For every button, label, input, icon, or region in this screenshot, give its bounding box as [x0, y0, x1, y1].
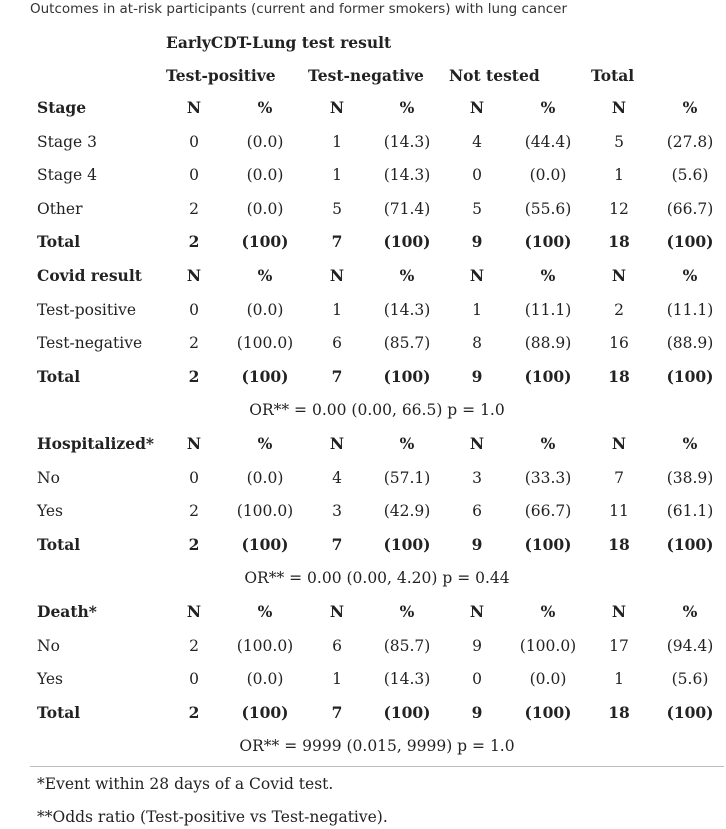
table-cell: 2: [189, 636, 199, 655]
table-caption: Outcomes in at-risk participants (current and former smokers) with lung cancer: [30, 1, 568, 17]
table-cell: (100): [666, 366, 714, 386]
table-cell: 1: [332, 300, 342, 319]
table-cell: 9: [471, 366, 483, 386]
col-group-not-tested: Not tested: [449, 66, 540, 85]
table-row: [0, 463, 726, 493]
table-cell: %: [399, 98, 415, 117]
row-label: No: [37, 636, 60, 655]
row-label: Stage: [37, 98, 87, 117]
table-cell: (88.9): [666, 334, 714, 353]
table-cell: (100.0): [519, 636, 577, 655]
table-cell: 0: [189, 468, 199, 487]
table-cell: (55.6): [524, 199, 572, 218]
table-cell: 2: [614, 300, 624, 319]
table-cell: (0.0): [246, 199, 284, 218]
table-cell: (66.7): [524, 502, 572, 521]
table-cell: (0.0): [246, 670, 284, 689]
table-cell: %: [257, 602, 273, 621]
table-cell: (100.0): [236, 502, 294, 521]
table-row: [0, 631, 726, 661]
table-cell: 11: [609, 502, 629, 521]
table-row: [0, 160, 726, 190]
section-header-death: [0, 597, 726, 627]
table-cell: 4: [472, 132, 482, 151]
table-cell: 0: [189, 166, 199, 185]
table-cell: 1: [472, 300, 482, 319]
odds-ratio-text: OR** = 0.00 (0.00, 66.5) p = 1.0: [249, 401, 505, 420]
table-cell: N: [469, 98, 485, 117]
table-cell: 16: [609, 334, 629, 353]
table-cell: (14.3): [383, 670, 431, 689]
table-cell: (0.0): [529, 670, 567, 689]
table-cell: (5.6): [671, 670, 709, 689]
table-cell: N: [469, 266, 485, 285]
table-cell: 2: [189, 199, 199, 218]
odds-ratio-line: [0, 731, 726, 761]
row-label: Death*: [37, 602, 97, 621]
row-label: Stage 4: [37, 166, 97, 185]
table-cell: 17: [609, 636, 629, 655]
table-cell: 9: [471, 534, 483, 554]
table-cell: 2: [188, 366, 200, 386]
table-cell: N: [469, 602, 485, 621]
table-cell: 0: [472, 166, 482, 185]
table-cell: (11.1): [524, 300, 572, 319]
table-cell: (100): [524, 534, 572, 554]
table-cell: (85.7): [383, 334, 431, 353]
table-cell: %: [399, 266, 415, 285]
table-cell: (66.7): [666, 199, 714, 218]
table-cell: (100.0): [236, 636, 294, 655]
total-row: [0, 362, 726, 392]
table-cell: (14.3): [383, 132, 431, 151]
table-cell: (100): [241, 534, 289, 554]
table-cell: N: [469, 434, 485, 453]
table-cell: (27.8): [666, 132, 714, 151]
table-cell: 2: [189, 502, 199, 521]
table-cell: %: [540, 266, 556, 285]
table-cell: 4: [332, 468, 342, 487]
table-cell: 7: [331, 534, 343, 554]
table-cell: (94.4): [666, 636, 714, 655]
table-cell: %: [540, 434, 556, 453]
table-cell: (61.1): [666, 502, 714, 521]
col-group-test-positive: Test-positive: [166, 66, 276, 85]
table-cell: %: [257, 98, 273, 117]
row-label: Yes: [37, 670, 64, 689]
table-cell: 7: [614, 468, 624, 487]
table-cell: N: [186, 266, 202, 285]
row-label: Total: [37, 232, 81, 252]
table-cell: (100): [383, 534, 431, 554]
row-label: Test-positive: [37, 300, 137, 319]
table-cell: 2: [188, 232, 200, 252]
table-cell: (100): [241, 366, 289, 386]
table-cell: (100.0): [236, 334, 294, 353]
table-cell: (33.3): [524, 468, 572, 487]
row-label: Total: [37, 702, 81, 722]
table-cell: 2: [189, 334, 199, 353]
table-cell: (44.4): [524, 132, 572, 151]
table-cell: (100): [241, 702, 289, 722]
table-cell: 3: [472, 468, 482, 487]
table-cell: (0.0): [246, 132, 284, 151]
total-row: [0, 530, 726, 560]
table-cell: (0.0): [246, 166, 284, 185]
table-cell: N: [186, 434, 202, 453]
table-cell: N: [186, 602, 202, 621]
table-cell: 0: [189, 132, 199, 151]
table-cell: 1: [332, 670, 342, 689]
table-cell: N: [329, 266, 345, 285]
table-cell: N: [611, 434, 627, 453]
table-cell: (0.0): [529, 166, 567, 185]
table-cell: 6: [332, 636, 342, 655]
table-cell: 8: [472, 334, 482, 353]
footnote-event: *Event within 28 days of a Covid test.: [37, 775, 334, 793]
row-label: Stage 3: [37, 132, 97, 151]
table-cell: (0.0): [246, 300, 284, 319]
odds-ratio-text: OR** = 0.00 (0.00, 4.20) p = 0.44: [244, 569, 510, 588]
table-cell: 0: [472, 670, 482, 689]
table-cell: 7: [331, 366, 343, 386]
table-cell: 5: [614, 132, 624, 151]
table-cell: (100): [383, 702, 431, 722]
table-cell: (0.0): [246, 468, 284, 487]
table-row: [0, 664, 726, 694]
table-cell: %: [682, 266, 698, 285]
table-cell: 7: [331, 702, 343, 722]
table-cell: (14.3): [383, 166, 431, 185]
section-header-covid-result: [0, 261, 726, 291]
table-cell: %: [399, 434, 415, 453]
group-title: EarlyCDT-Lung test result: [166, 33, 392, 52]
table-cell: %: [399, 602, 415, 621]
table-cell: 6: [332, 334, 342, 353]
table-cell: %: [682, 434, 698, 453]
table-cell: 9: [471, 232, 483, 252]
table-cell: 5: [332, 199, 342, 218]
table-row: [0, 328, 726, 358]
table-cell: 1: [332, 132, 342, 151]
table-cell: 1: [614, 670, 624, 689]
table-cell: N: [186, 98, 202, 117]
col-group-total: Total: [591, 66, 635, 85]
table-row: [0, 496, 726, 526]
table-cell: 18: [608, 232, 630, 252]
table-cell: 3: [332, 502, 342, 521]
table-cell: 2: [188, 702, 200, 722]
table-row: [0, 127, 726, 157]
table-cell: 6: [472, 502, 482, 521]
row-label: No: [37, 468, 60, 487]
table-cell: (57.1): [383, 468, 431, 487]
table-cell: (71.4): [383, 199, 431, 218]
row-label: Test-negative: [37, 334, 143, 353]
row-label: Yes: [37, 502, 64, 521]
row-label: Hospitalized*: [37, 434, 155, 453]
table-cell: (42.9): [383, 502, 431, 521]
table-cell: 5: [472, 199, 482, 218]
table-cell: 9: [472, 636, 482, 655]
table-cell: 18: [608, 366, 630, 386]
col-group-test-negative: Test-negative: [308, 66, 424, 85]
row-label: Other: [37, 199, 83, 218]
table-cell: %: [682, 98, 698, 117]
table-cell: 2: [188, 534, 200, 554]
table-cell: N: [611, 98, 627, 117]
odds-ratio-line: [0, 563, 726, 593]
table-cell: (11.1): [666, 300, 714, 319]
table-cell: 0: [189, 300, 199, 319]
table-cell: (100): [241, 232, 289, 252]
footnote-rule: [30, 766, 724, 767]
table-cell: %: [682, 602, 698, 621]
row-label: Total: [37, 534, 81, 554]
table-row: [0, 194, 726, 224]
row-label: Covid result: [37, 266, 142, 285]
table-cell: (85.7): [383, 636, 431, 655]
table-cell: N: [611, 266, 627, 285]
table-cell: N: [329, 602, 345, 621]
table-cell: 1: [332, 166, 342, 185]
table-row: [0, 295, 726, 325]
table-cell: 1: [614, 166, 624, 185]
section-header-hospitalized: [0, 429, 726, 459]
table-cell: 0: [189, 670, 199, 689]
table-cell: (100): [524, 702, 572, 722]
table-cell: %: [540, 98, 556, 117]
table-cell: (14.3): [383, 300, 431, 319]
table-cell: (100): [666, 534, 714, 554]
odds-ratio-line: [0, 395, 726, 425]
table-cell: 12: [609, 199, 629, 218]
total-row: [0, 698, 726, 728]
table-cell: (100): [383, 366, 431, 386]
table-cell: (100): [524, 366, 572, 386]
table-cell: %: [540, 602, 556, 621]
table-cell: 9: [471, 702, 483, 722]
table-cell: (100): [666, 232, 714, 252]
table-cell: N: [611, 602, 627, 621]
table-cell: 18: [608, 534, 630, 554]
table-cell: N: [329, 434, 345, 453]
table-cell: (100): [383, 232, 431, 252]
table-cell: N: [329, 98, 345, 117]
table-cell: %: [257, 434, 273, 453]
table-cell: (100): [666, 702, 714, 722]
total-row: [0, 227, 726, 257]
odds-ratio-text: OR** = 9999 (0.015, 9999) p = 1.0: [239, 737, 515, 756]
footnote-odds-ratio: **Odds ratio (Test-positive vs Test-negative).: [37, 808, 388, 826]
table-cell: 18: [608, 702, 630, 722]
table-cell: (5.6): [671, 166, 709, 185]
section-header-stage: [0, 93, 726, 123]
row-label: Total: [37, 366, 81, 386]
table-cell: (38.9): [666, 468, 714, 487]
table-cell: %: [257, 266, 273, 285]
table-cell: (100): [524, 232, 572, 252]
table-cell: 7: [331, 232, 343, 252]
table-cell: (88.9): [524, 334, 572, 353]
